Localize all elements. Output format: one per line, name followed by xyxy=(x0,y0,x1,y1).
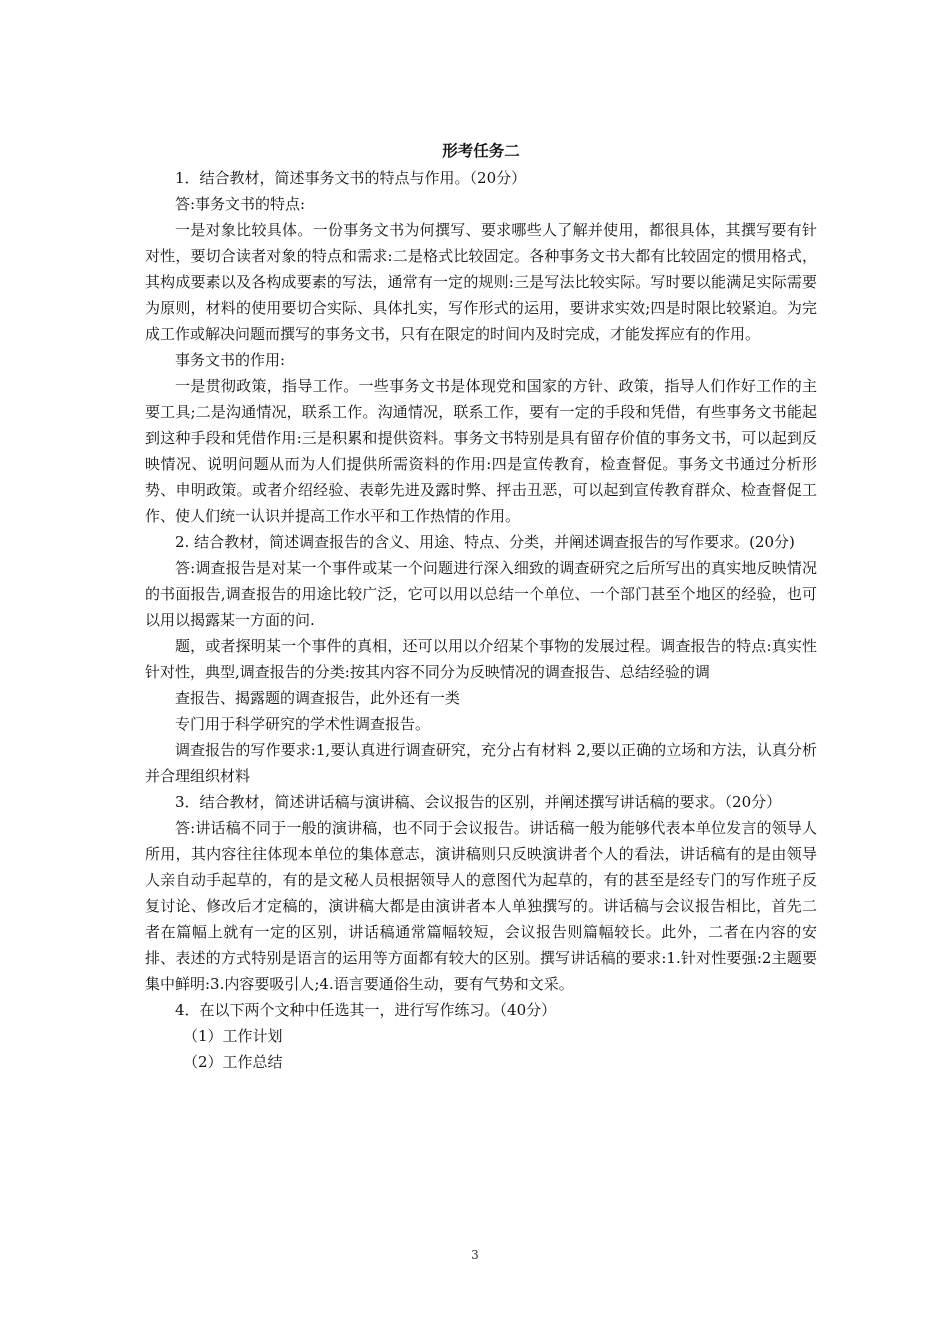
answer-2-requirements: 调查报告的写作要求:1,要认真进行调查研究，充分占有材料 2,要以正确的立场和方法，认真分析并合理组织材料 xyxy=(145,741,817,785)
answer-2-part-4: 专门用于科学研究的学术性调查报告。 xyxy=(175,715,431,733)
question-2: 2. 结合教材，简述调查报告的含义、用途、特点、分类，并阐述调查报告的写作要求。(20分) xyxy=(175,533,795,551)
answer-2-part-3: 查报告、揭露题的调查报告，此外还有一类 xyxy=(175,689,461,707)
answer-3: 答:讲话稿不同于一般的演讲稿，也不同于会议报告。讲话稿一般为能够代表本单位发言的领导人所用，其内容往往体现本单位的集体意志，演讲稿则只反映演讲者个人的看法，讲话稿有的是由领导人亲自动手起草的，有的是文秘人员根据领导人的意图代为起草的，有的甚至是经专门的写作班子反复讨论、修改后才定稿的，演讲稿大都是由演讲者本人单独撰写的。讲话稿与会议报告相比，首先二者在篇幅上就有一定的区别，讲话稿通常篇幅较短，会议报告则篇幅较长。此外，二者在内容的安排、表述的方式特别是语言的运用等方面都有较大的区别。撰写讲话稿的要求:1.针对性要强:2主题要集中鲜明:3.内容要吸引人;4.语言要通俗生动，要有气势和文采。 xyxy=(145,819,817,993)
option-work-summary: （2）工作总结 xyxy=(183,1053,283,1071)
question-4: 4．在以下两个文种中任选其一，进行写作练习。（40分） xyxy=(175,1001,557,1019)
option-work-plan: （1）工作计划 xyxy=(183,1027,283,1045)
question-3: 3．结合教材，简述讲话稿与演讲稿、会议报告的区别，并阐述撰写讲话稿的要求。（20分） xyxy=(175,793,782,811)
answer-1-functions-text: 一是贯彻政策，指导工作。一些事务文书是体现党和国家的方针、政策，指导人们作好工作的主要工具;二是沟通情况，联系工作。沟通情况，联系工作，要有一定的手段和凭借，有些事务文书能起到这种手段和凭借作用:三是积累和提供资料。事务文书特别是具有留存价值的事务文书，可以起到反映情况、说明问题从而为人们提供所需资料的作用:四是宣传教育，检查督促。事务文书通过分析形势、申明政策。或者介绍经验、表彰先进及露时弊、抨击丑恶，可以起到宣传教育群众、检查督促工作、使人们统一认识并提高工作水平和工作热情的作用。 xyxy=(145,377,817,525)
answer-2-part-1: 答:调查报告是对某一个事件或某一个问题进行深入细致的调查研究之后所写出的真实地反映情况的书面报告,调查报告的用途比较广泛，它可以用以总结一个单位、一个部门甚至个地区的经验，也可以用以揭露某一方面的问. xyxy=(145,559,817,629)
question-1: 1．结合教材，简述事务文书的特点与作用。（20分） xyxy=(175,169,527,187)
answer-1-functions-heading: 事务文书的作用: xyxy=(175,351,286,369)
answer-2-part-2: 题，或者探明某一个事件的真相，还可以用以介绍某个事物的发展过程。调查报告的特点:真实性针对性，典型,调查报告的分类:按其内容不同分为反映情况的调查报告、总结经验的调 xyxy=(145,637,817,681)
document-title: 形考任务二 xyxy=(442,141,520,160)
document-body xyxy=(145,165,817,1075)
document-page xyxy=(145,138,817,1075)
page-number: 3 xyxy=(471,1248,479,1262)
answer-1-features-heading: 答:事务文书的特点: xyxy=(175,195,306,213)
answer-1-features-text: 一是对象比较具体。一份事务文书为何撰写、要求哪些人了解并使用，都很具体，其撰写要有针对性，要切合读者对象的特点和需求:二是格式比较固定。各种事务文书大都有比较固定的惯用格式，其构成要素以及各构成要素的写法，通常有一定的规则:三是写法比较实际。写时要以能满足实际需要为原则，材料的使用要切合实际、具体扎实，写作形式的运用，要讲求实效;四是时限比较紧迫。为完成工作或解决问题而撰写的事务文书，只有在限定的时间内及时完成，才能发挥应有的作用。 xyxy=(145,221,817,343)
